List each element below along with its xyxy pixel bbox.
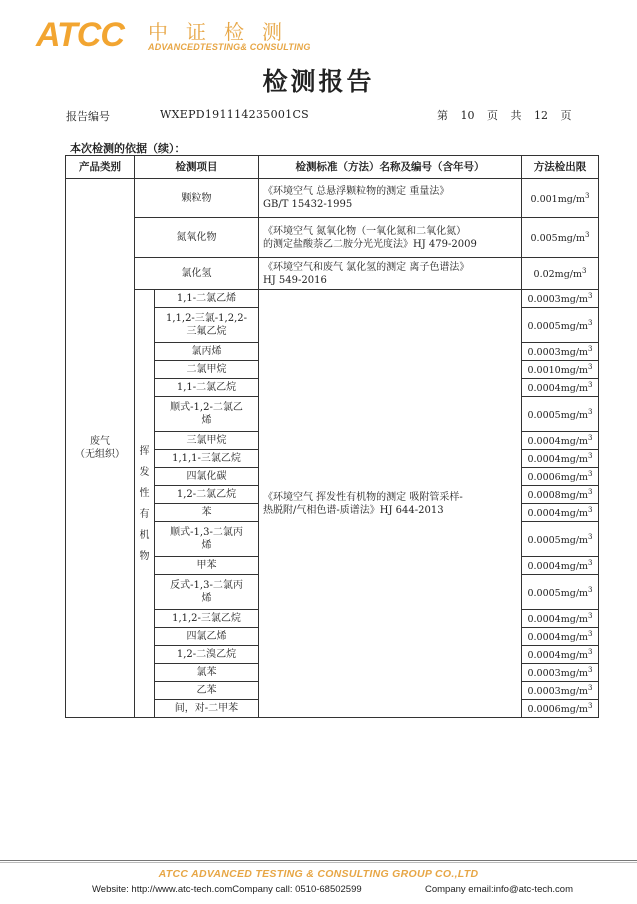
limit-cell <box>522 504 599 522</box>
report-number: WXEPD191114235001CS <box>160 108 310 121</box>
limit-unit-exponent: 3 <box>588 702 593 711</box>
limit-unit-exponent: 3 <box>588 559 593 568</box>
limit-value: 0.0004mg/m <box>527 614 589 626</box>
limit-value: 0.0004mg/m <box>527 383 589 395</box>
item-cell: 1,1-二氯乙烯 <box>155 290 259 308</box>
limit-value: 0.0006mg/m <box>527 472 589 484</box>
limit-cell <box>522 575 599 610</box>
limit-value: 0.0005mg/m <box>527 321 589 333</box>
limit-cell <box>522 468 599 486</box>
item-cell: 1,2-二溴乙烷 <box>155 646 259 664</box>
page-title: 检测报告 <box>262 67 375 96</box>
limit-cell <box>522 432 599 450</box>
logo-english-text: ADVANCEDTESTING& CONSULTING <box>148 42 311 52</box>
item-cell: 三氯甲烷 <box>155 432 259 450</box>
limit-value: 0.0005mg/m <box>527 410 589 422</box>
table-row <box>66 179 599 218</box>
limit-value: 0.0004mg/m <box>527 561 589 573</box>
item-cell: 氯苯 <box>155 664 259 682</box>
limit-unit-exponent: 3 <box>585 231 590 240</box>
item-cell: 甲苯 <box>155 557 259 575</box>
limit-cell <box>522 682 599 700</box>
limit-cell <box>522 361 599 379</box>
footer-divider <box>0 860 637 861</box>
limit-unit-exponent: 3 <box>588 612 593 621</box>
header-standard: 检测标准（方法）名称及编号（含年号） <box>259 156 522 179</box>
report-number-label: 报告编号 <box>66 110 110 123</box>
limit-unit-exponent: 3 <box>585 191 590 200</box>
limit-value: 0.0004mg/m <box>527 632 589 644</box>
limit-value: 0.0004mg/m <box>527 508 589 520</box>
item-cell: 反式-1,3-二氯丙 烯 <box>155 575 259 610</box>
limit-unit-exponent: 3 <box>588 434 593 443</box>
limit-value: 0.0003mg/m <box>527 294 589 306</box>
item-cell: 1,1,2-三氯-1,2,2- 三氟乙烷 <box>155 308 259 343</box>
limit-cell <box>522 486 599 504</box>
category-cell: 废气 （无组织） <box>66 179 135 718</box>
item-cell: 1,1,1-三氯乙烷 <box>155 450 259 468</box>
limit-unit-exponent: 3 <box>588 648 593 657</box>
limit-value: 0.0010mg/m <box>527 365 589 377</box>
limit-value: 0.0004mg/m <box>527 436 589 448</box>
limit-cell <box>522 700 599 718</box>
limit-unit-exponent: 3 <box>588 532 593 541</box>
item-cell: 乙苯 <box>155 682 259 700</box>
footer-divider-secondary <box>0 862 637 863</box>
limit-unit-exponent: 3 <box>588 292 593 301</box>
company-logo <box>36 12 336 58</box>
header-category: 产品类别 <box>66 156 135 179</box>
page-info: 第 10 页 共 12 页 <box>437 109 572 122</box>
limit-cell <box>522 628 599 646</box>
item-cell: 四氯化碳 <box>155 468 259 486</box>
limit-value: 0.0008mg/m <box>527 490 589 502</box>
limit-unit-exponent: 3 <box>588 506 593 515</box>
logo-atcc-text: ATCC <box>36 16 124 54</box>
limit-cell <box>522 258 599 290</box>
standard-cell: 《环境空气和废气 氯化氢的测定 离子色谱法》 HJ 549-2016 <box>259 258 522 290</box>
limit-cell <box>522 450 599 468</box>
table-row <box>66 218 599 258</box>
table-row <box>66 258 599 290</box>
limit-unit-exponent: 3 <box>588 684 593 693</box>
limit-unit-exponent: 3 <box>581 267 587 276</box>
limit-value: 0.0006mg/m <box>527 704 589 716</box>
limit-unit-exponent: 3 <box>588 381 593 390</box>
limit-cell <box>522 610 599 628</box>
limit-value: 0.0004mg/m <box>527 650 589 662</box>
limit-unit-exponent: 3 <box>588 452 593 461</box>
item-cell: 氯丙烯 <box>155 343 259 361</box>
footer-email: Company email:info@atc-tech.com <box>425 884 573 895</box>
limit-unit-exponent: 3 <box>588 345 593 354</box>
test-basis-table <box>65 155 599 718</box>
limit-unit-exponent: 3 <box>588 585 593 594</box>
footer-company-name: ATCC ADVANCED TESTING & CONSULTING GROUP CO.,LTD <box>158 868 479 880</box>
standard-cell: 《环境空气 氮氧化物（一氧化氮和二氧化氮） 的测定盐酸萘乙二胺分光光度法》HJ 479-2009 <box>259 218 522 258</box>
voc-group-label: 挥发性有机物 <box>139 445 150 562</box>
standard-cell: 《环境空气 总悬浮颗粒物的测定 重量法》 GB/T 15432-1995 <box>259 179 522 218</box>
voc-group-cell <box>135 290 155 718</box>
item-cell: 1,2-二氯乙烷 <box>155 486 259 504</box>
limit-cell <box>522 343 599 361</box>
limit-value: 0.02mg/m <box>533 269 582 281</box>
limit-unit-exponent: 3 <box>588 470 593 479</box>
limit-cell <box>522 397 599 432</box>
limit-unit-exponent: 3 <box>588 363 593 372</box>
header-limit: 方法检出限 <box>522 156 599 179</box>
limit-cell <box>522 290 599 308</box>
table-header-row <box>66 156 599 179</box>
limit-value: 0.005mg/m <box>530 233 586 245</box>
limit-value: 0.0005mg/m <box>527 588 589 600</box>
section-title: 本次检测的依据（续）： <box>70 142 186 155</box>
limit-cell <box>522 557 599 575</box>
limit-value: 0.001mg/m <box>530 194 586 206</box>
limit-cell <box>522 179 599 218</box>
limit-cell <box>522 379 599 397</box>
limit-value: 0.0003mg/m <box>527 347 589 359</box>
item-cell: 苯 <box>155 504 259 522</box>
limit-value: 0.0005mg/m <box>527 535 589 547</box>
item-cell: 1,1-二氯乙烷 <box>155 379 259 397</box>
limit-value: 0.0003mg/m <box>527 668 589 680</box>
table-row <box>66 290 599 308</box>
limit-unit-exponent: 3 <box>588 630 593 639</box>
item-cell: 氯化氢 <box>135 258 259 290</box>
item-cell: 1,1,2-三氯乙烷 <box>155 610 259 628</box>
item-cell: 间，对-二甲苯 <box>155 700 259 718</box>
item-cell: 顺式-1,2-二氯乙 烯 <box>155 397 259 432</box>
limit-unit-exponent: 3 <box>588 318 593 327</box>
limit-unit-exponent: 3 <box>588 407 593 416</box>
logo-chinese-text: 中证检测 <box>148 20 300 44</box>
limit-unit-exponent: 3 <box>588 666 593 675</box>
limit-cell <box>522 664 599 682</box>
item-cell: 四氯乙烯 <box>155 628 259 646</box>
limit-cell <box>522 646 599 664</box>
item-cell: 二氯甲烷 <box>155 361 259 379</box>
limit-value: 0.0004mg/m <box>527 454 589 466</box>
limit-value: 0.0003mg/m <box>527 686 589 698</box>
header-item: 检测项目 <box>135 156 259 179</box>
limit-cell <box>522 522 599 557</box>
footer-contact: Website: http://www.atc-tech.comCompany call: 0510-68502599 <box>92 884 362 895</box>
item-cell: 顺式-1,3-二氯丙 烯 <box>155 522 259 557</box>
limit-cell <box>522 308 599 343</box>
limit-cell <box>522 218 599 258</box>
item-cell: 颗粒物 <box>135 179 259 218</box>
item-cell: 氮氧化物 <box>135 218 259 258</box>
voc-standard-cell: 《环境空气 挥发性有机物的测定 吸附管采样- 热脱附/气相色谱-质谱法》HJ 644-2013 <box>259 290 522 718</box>
limit-unit-exponent: 3 <box>588 488 593 497</box>
